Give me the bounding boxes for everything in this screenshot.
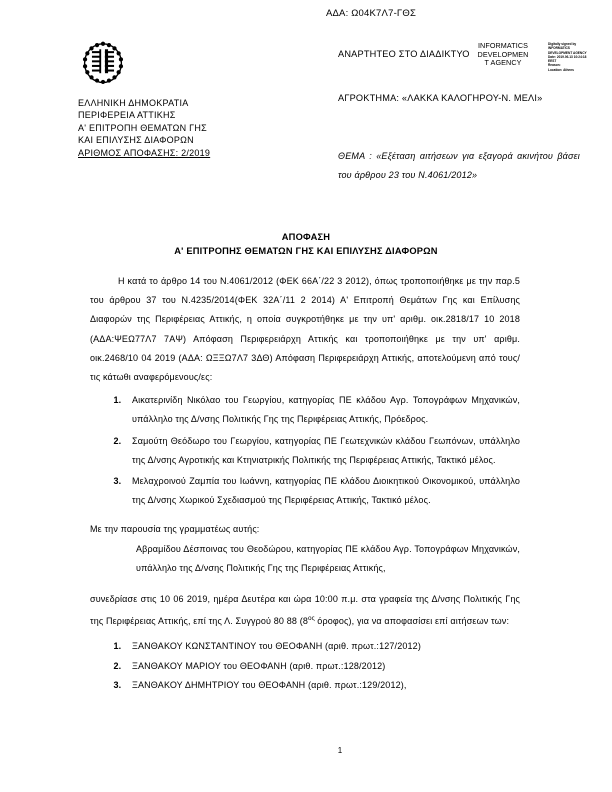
- document-header: [0, 40, 612, 220]
- document-title: [90, 230, 522, 258]
- signature-authority-name: [462, 42, 544, 68]
- publication-notice: ΑΝΑΡΤΗΤΕΟ ΣΤΟ ΔΙΑΔΙΚΤΥΟ: [338, 49, 470, 59]
- document-body: [90, 272, 520, 695]
- header-right-column: [338, 40, 604, 185]
- authority-line-1: ΕΛΛΗΝΙΚΗ ΔΗΜΟΚΡΑΤΙΑ: [78, 98, 189, 108]
- hellenic-republic-coat-of-arms-icon: [80, 40, 126, 88]
- signature-detail-line: INFORMATICS: [548, 45, 570, 51]
- signature-detail-line: Date: 2019.06.13 10:24:18: [548, 53, 587, 59]
- signature-details: [548, 41, 604, 71]
- authority-line-3: Α' ΕΠΙΤΡΟΠΗ ΘΕΜΑΤΩΝ ΓΗΣ: [78, 122, 207, 133]
- intro-paragraph: Η κατά το άρθρο 14 του Ν.4061/2012 (ΦΕΚ 66Α΄/22 3 2012), όπως τροποποιήθηκε με την παρ.5 του άρθρου 37 του Ν.4235/2014(ΦΕΚ 32Α΄/11 2 2014) Α' Επιτροπή Θεμάτων Γης και Επίλυσης Διαφορών της Περιφέρειας Αττικής, η οποία συγκροτήθηκε με την υπ' αριθμ. οικ.2818/17 10 2018 (ΑΔΑ:ΨΕΩ77Λ7 7ΑΨ) Απόφαση Περιφερειάρχη Αττικής και τροποποιήθηκε με την υπ' αριθμ. οικ.2468/10 04 2019 (ΑΔΑ: ΩΞΞΩ7Λ7 3ΔΘ) Απόφαση Περιφερειάρχη Αττικής, αποτελούμενη από τους/τις κάτωθι αναφερόμενους/ες:: [90, 276, 520, 383]
- title-line-2: Α' ΕΠΙΤΡΟΠΗΣ ΘΕΜΑΤΩΝ ΓΗΣ ΚΑΙ ΕΠΙΛΥΣΗΣ ΔΙΑΦΟΡΩΝ: [174, 246, 438, 256]
- applications-section: [90, 637, 520, 695]
- list-item: 3. Μελαχροινού Ζαμπία του Ιωάννη, κατηγορίας ΠΕ κλάδου Διοικητικού Οικονομικού, υπάλληλο της Δ/νσης Χωρικού Σχεδιασμού της Περιφέρειας Αττικής, Τακτικό μέλος.: [124, 472, 520, 510]
- secretary-intro: Με την παρουσία της γραμματέως αυτής:: [90, 524, 260, 535]
- list-item: 2. ΞΑΝΘΑΚΟΥ ΜΑΡΙΟΥ του ΘΕΟΦΑΝΗ (αριθ. πρωτ.:128/2012): [124, 657, 520, 676]
- list-item: 3. ΞΑΝΘΑΚΟΥ ΔΗΜΗΤΡΙΟΥ του ΘΕΟΦΑΝΗ (αριθ. πρωτ.:129/2012),: [124, 676, 520, 695]
- authority-name-lines: [78, 97, 328, 159]
- list-item: 2. Σαμούτη Θεόδωρο του Γεωργίου, κατηγορίας ΠΕ Γεωτεχνικών κλάδου Γεωπόνων, υπάλληλο της Δ/νσης Αγροτικής και Κτηνιατρικής Πολιτικής της Περιφέρειας Αττικής, Τακτικό μέλος.: [124, 432, 520, 470]
- authority-line-2: ΠΕΡΙΦΕΡΕΙΑ ΑΤΤΙΚΗΣ: [78, 110, 176, 121]
- authority-line-4: ΚΑΙ ΕΠΙΛΥΣΗΣ ΔΙΑΦΟΡΩΝ: [78, 135, 194, 146]
- signature-authority-line-2: DEVELOPMEN: [477, 49, 529, 59]
- estate-name: ΑΓΡΟΚΤΗΜΑ: «ΛΑΚΚΑ ΚΑΛΟΓΗΡΟΥ-Ν. ΜΕΛΙ»: [338, 93, 543, 103]
- decision-number: ΑΡΙΘΜΟΣ ΑΠΟΦΑΣΗΣ: 2/2019: [78, 147, 211, 158]
- meeting-details: [90, 590, 520, 631]
- applications-list: [90, 637, 520, 695]
- signature-detail-line: Reason:: [548, 62, 561, 68]
- signature-detail-line: EEST: [548, 58, 557, 64]
- page-number: 1: [337, 746, 343, 755]
- meeting-details-suffix: όροφος), για να αποφασίσει επί αιτήσεων των:: [314, 616, 510, 627]
- signature-detail-line: Digitally signed by: [548, 41, 577, 46]
- subject-line: ΘΕΜΑ : «Εξέταση αιτήσεων για εξαγορά ακινήτου βάσει του άρθρου 23 του Ν.4061/2012»: [338, 151, 580, 180]
- signature-authority-line-3: T AGENCY: [484, 58, 522, 68]
- signature-detail-line: Location: Athens: [548, 66, 574, 72]
- secretary-details: Αβραμίδου Δέσποινας του Θεοδώρου, κατηγορίας ΠΕ κλάδου Αγρ. Τοπογράφων Μηχανικών, υπάλληλο της Δ/νσης Πολιτικής Γης της Περιφέρειας Αττικής,: [136, 543, 520, 573]
- title-line-1: ΑΠΟΦΑΣΗ: [281, 232, 331, 242]
- meeting-floor-ordinal: ος: [308, 615, 315, 623]
- publication-notice-row: [338, 40, 604, 80]
- signature-detail-line: DEVELOPMENT AGENCY: [548, 49, 587, 55]
- digital-signature-stamp: [462, 40, 604, 76]
- issuing-authority-block: [78, 40, 328, 159]
- signature-authority-line-1: INFORMATICS: [477, 41, 529, 50]
- meeting-details-prefix: συνεδρίασε στις 10 06 2019, ημέρα Δευτέρα και ώρα 10:00 π.μ. στα γραφεία της Δ/νσης Πολιτικής Γης της Περιφέρειας Αττικής, επί της Λ. Συγγρού 80 88 (8: [90, 594, 520, 627]
- ada-code-header: ΑΔΑ: Ω04Κ7Λ7-ΓΘΣ: [325, 8, 417, 19]
- list-item: 1. Αικατερινίδη Νικόλαο του Γεωργίου, κατηγορίας ΠΕ κλάδου Αγρ. Τοπογράφων Μηχανικών, υπάλληλο της Δ/νσης Πολιτικής Γης της Περιφέρειας Αττικής, Πρόεδρος.: [124, 391, 520, 429]
- committee-members-list: [90, 391, 520, 510]
- list-item: 1. ΞΑΝΘΑΚΟΥ ΚΩΝΣΤΑΝΤΙΝΟΥ του ΘΕΟΦΑΝΗ (αριθ. πρωτ.:127/2012): [124, 637, 520, 656]
